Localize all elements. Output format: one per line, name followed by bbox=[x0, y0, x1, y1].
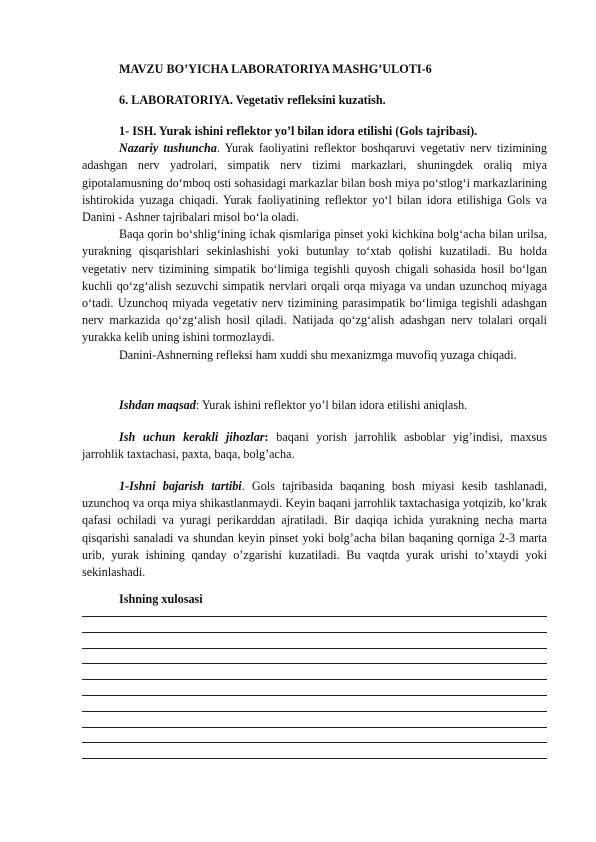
equipment-colon: : bbox=[264, 430, 269, 444]
work1-section bbox=[82, 123, 547, 364]
theory-text-1: . Yurak faoliyatini reflektor boshqaruvi vegetativ nerv tizimining adashgan nerv yadrolari, simpatik nerv tizimi markazlari, shuningdek oraliq miya gipotalamusning do‘mboq osti sohasidagi markazlar bilan bosh miya po‘stlog‘i markazlarining ishtirokida yuzaga chiqadi. Yurak faoliyatining reflektor yo‘l bilan idora etilishiga Gols va Danini - Ashner tajribalari misol bo‘la oladi. bbox=[82, 141, 547, 225]
answer-line[interactable] bbox=[82, 632, 547, 633]
procedure-paragraph bbox=[82, 478, 547, 581]
equipment-paragraph bbox=[82, 429, 547, 463]
theory-paragraph-3: Danini-Ashnerning refleksi ham xuddi shu mexanizmga muvofiq yuzaga chiqadi. bbox=[119, 347, 517, 362]
answer-line[interactable] bbox=[82, 616, 547, 617]
answer-line[interactable] bbox=[82, 679, 547, 680]
answer-line[interactable] bbox=[82, 711, 547, 712]
answer-line[interactable] bbox=[82, 727, 547, 728]
procedure-text: . Gols tajribasida baqaning bosh miyasi kesib tashlanadi, uzunchoq va orqa miya shikastlanmaydi. Keyin baqani jarrohlik taxtachasiga yotqizib, ko’krak qafasi ochiladi va yuragi perikarddan ajratiladi. Bir daqiqa ichida yurakning necha marta qisqarishi sanaladi va shundan keyin pinset yoki bolg’acha bilan baqaning qorniga 2-3 marta urib, yurak ishining qanday o’zgarishi kuzatiladi. Bu vaqtda yurak urishi to’xtaydi yoki sekinlashadi. bbox=[82, 479, 547, 580]
aim-label: Ishdan maqsad bbox=[119, 398, 196, 412]
equipment-text: baqani yorish jarrohlik asboblar yig’indisi, maxsus jarrohlik taxtachasi, paxta, baqa, bolg’acha. bbox=[82, 430, 547, 462]
answer-line[interactable] bbox=[82, 742, 547, 743]
answer-line[interactable] bbox=[82, 648, 547, 649]
theory-paragraph-2: Baqa qorin bo‘shlig‘ining ichak qismlariga pinset yoki kichkina bolg‘acha bilan urilsa, yurakning qisqarishlari sekinlashishi yoki butunlay to‘xtab qolishi kuzatiladi. Bu holda vegetativ nerv tizimining simpatik bo‘limiga tegishli quyosh chigali sohasida hosil bo‘lgan kuchli qo‘zg‘alish sezuvchi simpatik nervlari orqali orqa miyaga va undan uzunchoq miyaga o‘tadi. Uzunchoq miyada vegetativ nerv tizimining parasimpatik bo‘limiga tegishli adashgan nerv markazida qo‘zg‘alish hosil qiladi. Natijada qo‘zg‘alish adashgan nerv tolalari orqali yurakka kelib uning ishini tormozlaydi. bbox=[82, 227, 547, 345]
conclusion-heading: Ishning xulosasi bbox=[119, 592, 203, 606]
answer-line[interactable] bbox=[82, 663, 547, 664]
work1-heading: 1- ISH. Yurak ishini reflektor yo’l bilan idora etilishi (Gols tajribasi). bbox=[119, 124, 478, 138]
aim-paragraph bbox=[82, 397, 547, 414]
conclusion-heading-row bbox=[82, 591, 547, 608]
theory-label: Nazariy tushuncha bbox=[119, 141, 217, 156]
answer-line[interactable] bbox=[82, 758, 547, 759]
lab-title: 6. LABORATORIYA. Vegetativ refleksini kuzatish. bbox=[119, 93, 386, 107]
answer-line[interactable] bbox=[82, 695, 547, 696]
aim-text: : Yurak ishini reflektor yo’l bilan idora etilishi aniqlash. bbox=[195, 398, 468, 412]
procedure-label: 1-Ishni bajarish tartibi bbox=[119, 479, 242, 493]
theory-paragraph-1 bbox=[82, 140, 547, 226]
equipment-label: Ish uchun kerakli jihozlar bbox=[119, 430, 265, 444]
document-title: MAVZU BO’YICHA LABORATORIYA MASHG’ULOTI-6 bbox=[119, 62, 432, 76]
